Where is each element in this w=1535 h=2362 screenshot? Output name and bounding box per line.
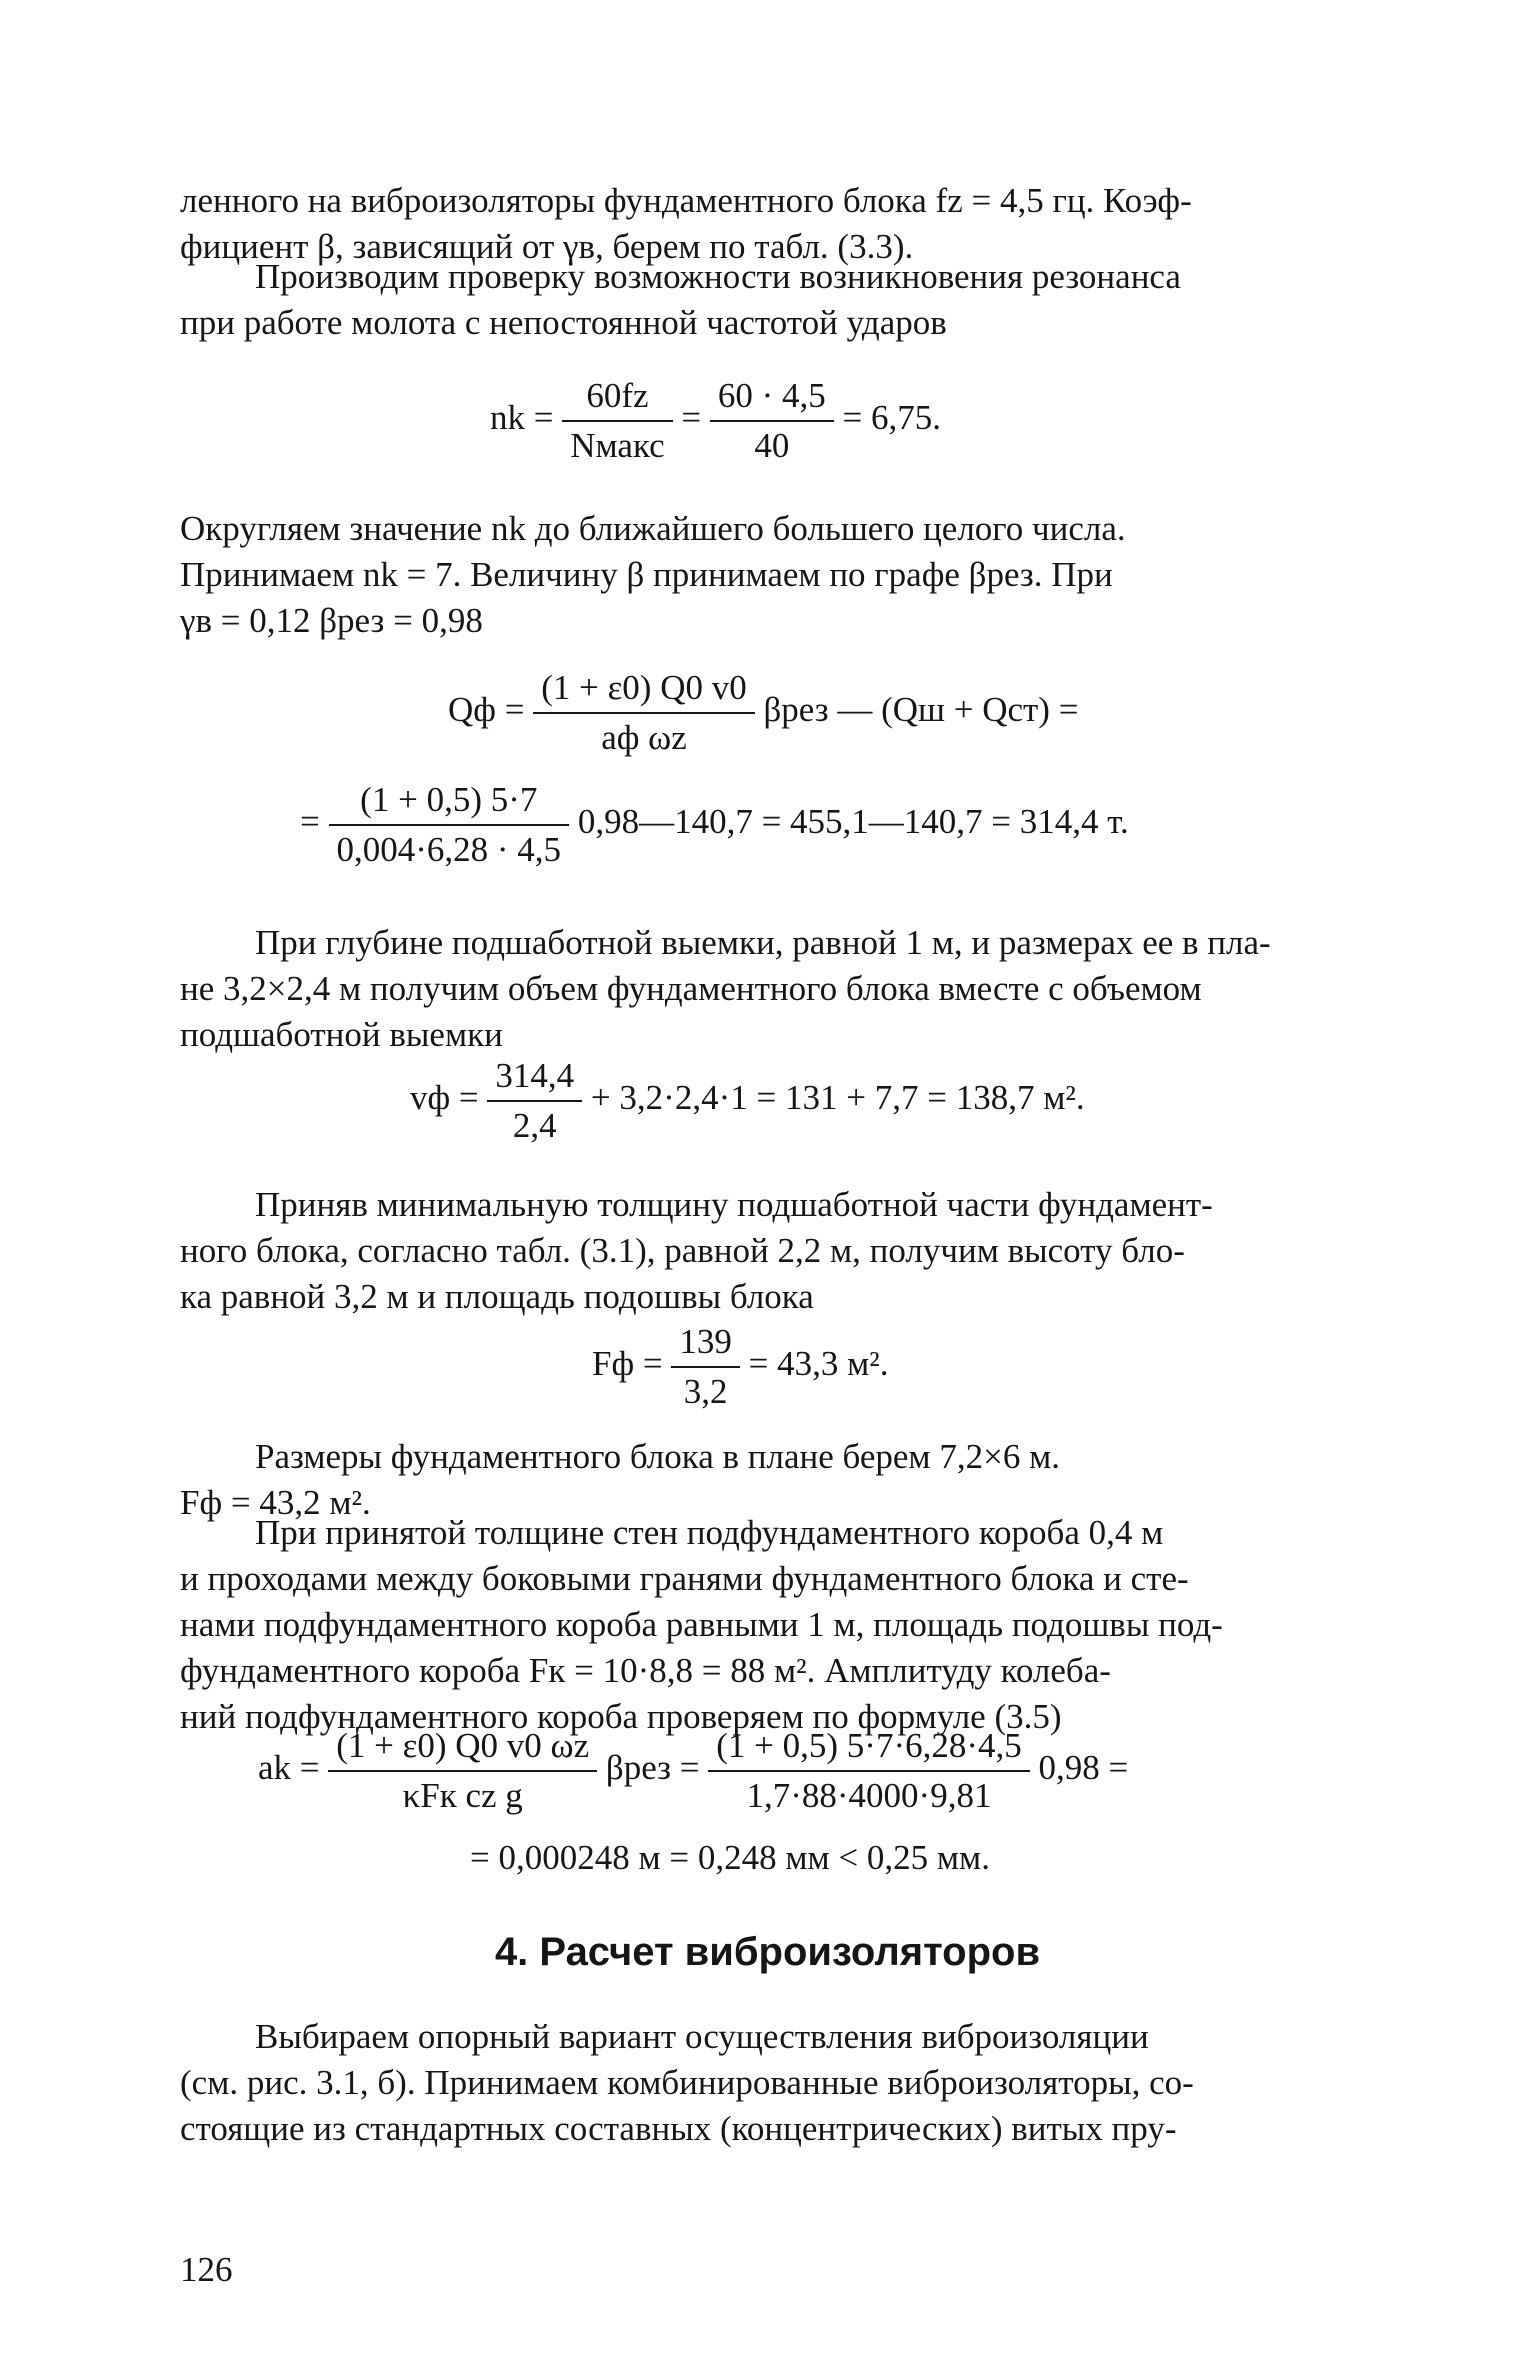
eq2-l2-lhs: = — [300, 802, 320, 842]
section-heading: 4. Расчет виброизоляторов — [494, 1930, 1041, 1974]
equation-qf-line-1 — [448, 664, 1078, 762]
eq2-lhs: Qф = — [448, 690, 525, 730]
page-number: 126 — [180, 2250, 233, 2289]
equation-nk — [490, 372, 941, 470]
eq4-numerator: 139 — [671, 1318, 740, 1368]
equation-ak-line-1 — [258, 1722, 1128, 1820]
eq1-f2-denominator: 40 — [754, 426, 790, 465]
eq1-f1-numerator: 60fz — [562, 372, 672, 422]
eq5-fraction-1 — [328, 1722, 597, 1820]
paragraph-2 — [180, 254, 1355, 346]
equation-qf-line-2 — [300, 776, 1129, 874]
eq2-l2-fraction — [329, 776, 570, 874]
eq3-numerator: 314,4 — [487, 1052, 582, 1102]
eq3-denominator: 2,4 — [512, 1106, 557, 1145]
p6-line-2: Fф = 43,2 м². — [180, 1483, 371, 1522]
eq4-fraction — [671, 1318, 740, 1416]
eq2-fraction — [533, 664, 755, 762]
p5-line-2: ного блока, согласно табл. (3.1), равной 2,2 м, получим высоту бло- — [180, 1231, 1185, 1270]
eq1-fraction-2 — [710, 372, 834, 470]
eq1-f1-denominator: Nмакс — [570, 426, 665, 465]
eq2-l2-denominator: 0,004·6,28 · 4,5 — [336, 830, 562, 869]
p3-line-1: Округляем значение nk до ближайшего большего целого числа. — [180, 509, 1126, 548]
paragraph-5 — [180, 1182, 1355, 1320]
eq5-rhs: 0,98 = — [1038, 1748, 1129, 1788]
equation-vf — [410, 1052, 1085, 1150]
paragraph-8 — [180, 2014, 1355, 2152]
p3-line-3: γв = 0,12 βрез = 0,98 — [180, 601, 483, 640]
eq5-f1-numerator: (1 + ε0) Q0 v0 ωz — [328, 1722, 597, 1772]
eq5-fraction-2 — [708, 1722, 1030, 1820]
eq4-rhs: = 43,3 м². — [748, 1344, 889, 1384]
paragraph-7 — [180, 1510, 1355, 1740]
eq5-f1-denominator: κFк cz g — [402, 1776, 523, 1815]
p1-line-2: фициент β, зависящий от γв, берем по табл. (3.3). — [180, 227, 914, 266]
p4-line-1: При глубине подшаботной выемки, равной 1 м, и размерах ее в пла- — [255, 923, 1271, 962]
p8-line-1: Выбираем опорный вариант осуществления виброизоляции — [255, 2017, 1149, 2056]
eq5-f2-numerator: (1 + 0,5) 5·7·6,28·4,5 — [708, 1722, 1030, 1772]
eq5-lhs: ak = — [258, 1748, 320, 1788]
p7-line-3: нами подфундаментного короба равными 1 м, площадь подошвы под- — [180, 1605, 1223, 1644]
p8-line-3: стоящие из стандартных составных (концентрических) витых пру- — [180, 2109, 1177, 2148]
eq3-rhs: + 3,2·2,4·1 = 131 + 7,7 = 138,7 м². — [590, 1078, 1085, 1118]
eq5-f2-denominator: 1,7·88·4000·9,81 — [746, 1776, 992, 1815]
p7-line-1: При принятой толщине стен подфундаментного короба 0,4 м — [255, 1513, 1164, 1552]
eq2-l2-rhs: 0,98—140,7 = 455,1—140,7 = 314,4 т. — [577, 802, 1129, 842]
p6-line-1: Размеры фундаментного блока в плане берем 7,2×6 м. — [255, 1437, 1060, 1476]
p1-line-1: ленного на виброизоляторы фундаментного блока fz = 4,5 гц. Коэф- — [180, 181, 1192, 220]
paragraph-3 — [180, 506, 1355, 644]
eq4-lhs: Fф = — [592, 1344, 663, 1384]
p5-line-1: Приняв минимальную толщину подшаботной части фундамент- — [255, 1185, 1213, 1224]
paragraph-4 — [180, 920, 1355, 1058]
p7-line-4: фундаментного короба Fк = 10·8,8 = 88 м². Амплитуду колеба- — [180, 1651, 1111, 1690]
eq1-mid: = — [681, 398, 702, 438]
eq1-f2-numerator: 60 · 4,5 — [710, 372, 834, 422]
equation-ak-line-2: = 0,000248 м = 0,248 мм < 0,25 мм. — [470, 1838, 990, 1877]
p7-line-5: ний подфундаментного короба проверяем по формуле (3.5) — [180, 1697, 1062, 1736]
eq1-fraction-1 — [562, 372, 672, 470]
eq1-rhs: = 6,75. — [842, 398, 942, 438]
eq2-rhs: βрез — (Qш + Qст) = — [763, 690, 1079, 730]
p4-line-3: подшаботной выемки — [180, 1015, 503, 1054]
equation-ff — [592, 1318, 889, 1416]
eq2-denominator: aф ωz — [601, 718, 687, 757]
eq1-lhs: nk = — [490, 398, 554, 438]
eq3-lhs: vф = — [410, 1078, 479, 1118]
p8-line-2: (см. рис. 3.1, б). Принимаем комбинированные виброизоляторы, со- — [180, 2063, 1194, 2102]
p3-line-2: Принимаем nk = 7. Величину β принимаем по графе βрез. При — [180, 555, 1113, 594]
eq3-fraction — [487, 1052, 582, 1150]
p4-line-2: не 3,2×2,4 м получим объем фундаментного блока вместе с объемом — [180, 969, 1202, 1008]
eq4-denominator: 3,2 — [683, 1372, 728, 1411]
eq2-l2-numerator: (1 + 0,5) 5·7 — [329, 776, 570, 826]
eq2-numerator: (1 + ε0) Q0 v0 — [533, 664, 755, 714]
p7-line-2: и проходами между боковыми гранями фундаментного блока и сте- — [180, 1559, 1189, 1598]
eq5-mid: βрез = — [605, 1748, 700, 1788]
p2-line-1: Производим проверку возможности возникновения резонанса — [255, 257, 1181, 296]
p2-line-2: при работе молота с непостоянной частотой ударов — [180, 303, 947, 342]
p5-line-3: ка равной 3,2 м и площадь подошвы блока — [180, 1277, 814, 1316]
